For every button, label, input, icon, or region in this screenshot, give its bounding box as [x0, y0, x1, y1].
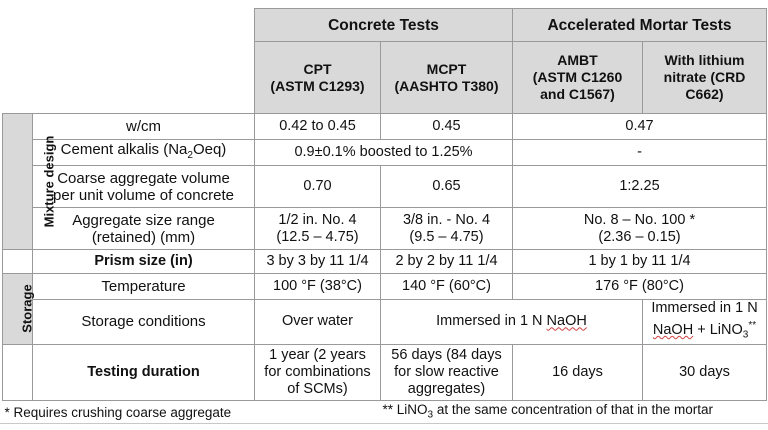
duration-mcpt-1: 56 days (84 days — [391, 346, 502, 363]
temp-cpt: 100 °F (38°C) — [255, 274, 381, 300]
storage-cond-mid-naoh: NaOH — [546, 313, 587, 330]
storage-cond-label: Storage conditions — [33, 300, 255, 345]
cpt-name: CPT — [303, 60, 332, 77]
alkalis-mortar: - — [513, 140, 767, 166]
coarse-label-2: per unit volume of concrete — [53, 186, 234, 204]
temp-mortar: 176 °F (80°C) — [513, 274, 767, 300]
wcm-mortar: 0.47 — [513, 114, 767, 140]
duration-ambt: 16 days — [513, 344, 643, 400]
mcpt-header — [381, 42, 513, 114]
mixture-design-label: Mixture design — [41, 135, 57, 228]
storage-cond-lithium — [643, 300, 767, 345]
footnote-lithium-pre: ** LiNO — [382, 401, 428, 417]
mortar-tests-header: Accelerated Mortar Tests — [513, 9, 767, 42]
mcpt-name: MCPT — [426, 60, 467, 77]
coarse-label-1: Coarse aggregate volume — [57, 169, 230, 187]
aggsize-cpt — [255, 208, 381, 250]
aggsize-label-1: Aggregate size range — [72, 211, 215, 229]
coarse-mcpt: 0.65 — [381, 166, 513, 208]
storage-cond-li-post: + LiNO — [693, 321, 743, 338]
duration-label: Testing duration — [33, 344, 255, 400]
storage-cond-li-1: Immersed in 1 N — [651, 300, 758, 316]
wcm-label: w/cm — [33, 114, 255, 140]
coarse-label — [33, 166, 255, 208]
wcm-mcpt: 0.45 — [381, 114, 513, 140]
duration-cpt-1: 1 year (2 years — [269, 346, 366, 363]
footnote-crushing: * Requires crushing coarse aggregate — [3, 400, 381, 423]
aggsize-cpt-2: (12.5 – 4.75) — [276, 228, 359, 245]
storage-cond-li-sup: ** — [748, 320, 757, 331]
aggsize-mortar-2: (2.36 – 0.15) — [598, 228, 681, 245]
lithium-name-3: C662) — [685, 86, 724, 102]
mcpt-standard: (AASHTO T380) — [394, 77, 499, 94]
duration-group-blank — [3, 344, 33, 400]
lithium-name-1: With lithium — [664, 52, 745, 68]
storage-cond-li-sub: 3 — [742, 329, 749, 341]
storage-label: Storage — [19, 284, 35, 334]
table-corner — [3, 9, 255, 114]
ambt-standard-1: (ASTM C1260 — [532, 69, 623, 85]
mixture-design-group — [3, 114, 57, 250]
prism-label: Prism size (in) — [33, 250, 255, 274]
ambt-header — [513, 42, 643, 114]
aggsize-mcpt-1: 3/8 in. - No. 4 — [402, 211, 491, 228]
storage-group — [3, 274, 33, 345]
duration-mcpt — [381, 344, 513, 400]
coarse-cpt: 0.70 — [255, 166, 381, 208]
test-comparison-table — [2, 8, 767, 423]
prism-mcpt: 2 by 2 by 11 1/4 — [381, 250, 513, 274]
aggsize-label — [33, 208, 255, 250]
alkalis-concrete: 0.9±0.1% boosted to 1.25% — [255, 140, 513, 166]
aggsize-mcpt — [381, 208, 513, 250]
duration-mcpt-2: for slow reactive — [394, 363, 499, 380]
footnote-lithium — [381, 400, 767, 423]
concrete-tests-header: Concrete Tests — [255, 9, 513, 42]
bottom-divider — [0, 423, 768, 424]
ambt-standard-2: and C1567) — [540, 86, 615, 102]
aggsize-label-2: (retained) (mm) — [91, 228, 196, 246]
duration-mcpt-3: aggregates) — [407, 380, 486, 397]
prism-cpt: 3 by 3 by 11 1/4 — [255, 250, 381, 274]
storage-cond-cpt: Over water — [255, 300, 381, 345]
aggsize-mortar — [513, 208, 767, 250]
duration-cpt — [255, 344, 381, 400]
storage-cond-li-naoh: NaOH — [652, 321, 694, 338]
footnote-lithium-post: at the same concentration of that in the mortar — [433, 401, 713, 417]
storage-cond-mid-pre: Immersed in 1 N — [436, 313, 547, 330]
temp-label: Temperature — [33, 274, 255, 300]
wcm-cpt: 0.42 to 0.45 — [255, 114, 381, 140]
coarse-mortar: 1:2.25 — [513, 166, 767, 208]
alkalis-label-post: Oeq) — [192, 141, 227, 158]
storage-cond-mid — [381, 300, 643, 345]
cpt-header — [255, 42, 381, 114]
alkalis-label — [33, 140, 255, 166]
aggsize-mcpt-2: (9.5 – 4.75) — [409, 228, 484, 245]
duration-cpt-3: of SCMs) — [287, 380, 348, 397]
duration-cpt-2: for combinations — [264, 363, 371, 380]
ambt-name: AMBT — [557, 52, 598, 68]
lithium-name-2: nitrate (CRD — [663, 69, 746, 85]
prism-mortar: 1 by 1 by 11 1/4 — [513, 250, 767, 274]
storage-cond-li-2 — [646, 317, 763, 344]
temp-mcpt: 140 °F (60°C) — [381, 274, 513, 300]
cpt-standard: (ASTM C1293) — [270, 77, 365, 94]
alkalis-label-sub: 2 — [187, 150, 193, 161]
prism-group-blank — [3, 250, 33, 274]
footnote-lithium-sub: 3 — [427, 409, 434, 421]
aggsize-mortar-1: No. 8 – No. 100 * — [583, 211, 696, 228]
alkalis-label-pre: Cement alkalis (Na — [60, 141, 188, 158]
aggsize-cpt-1: 1/2 in. No. 4 — [278, 211, 357, 228]
lithium-header — [643, 42, 767, 114]
duration-lithium: 30 days — [643, 344, 767, 400]
